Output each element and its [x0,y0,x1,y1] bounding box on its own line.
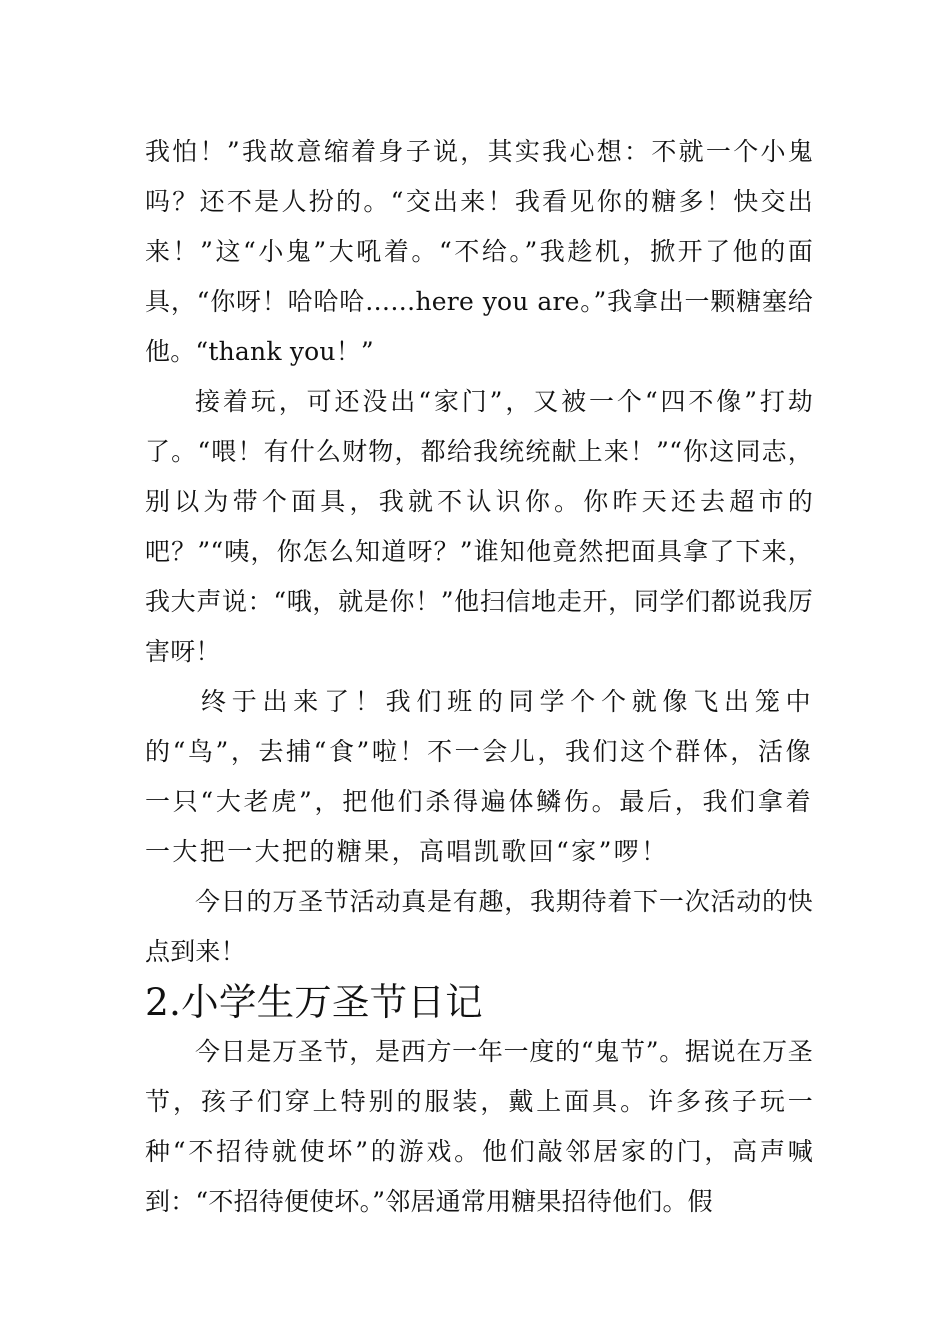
section-heading: 2.小学生万圣节日记 [145,980,483,1024]
paragraph-conclusion: 今日的万圣节活动真是有趣，我期待着下一次活动的快点到来！ [145,887,813,966]
paragraph-halloween-intro: 今日是万圣节，是西方一年一度的“鬼节”。据说在万圣节，孩子们穿上特别的服装，戴上面具。许多孩子玩一种“不招待就使坏”的游戏。他们敲邻居家的门，高声喊到：“不招待便使坏。”邻居通常用糖果招待他们。假 [145,1037,813,1216]
document-body [145,127,813,1227]
paragraph-continued: 我怕！”我故意缩着身子说，其实我心想：不就一个小鬼吗？还不是人扮的。“交出来！我看见你的糖多！快交出来！”这“小鬼”大吼着。“不给。”我趁机，掀开了他的面具，“你呀！哈哈哈……here you are。”我拿出一颗糖塞给他。“thank you！” [145,137,813,366]
paragraph-robbed: 接着玩，可还没出“家门”，又被一个“四不像”打劫了。“喂！有什么财物，都给我统统献上来！”“你这同志，别以为带个面具，我就不认识你。你昨天还去超市的吧？”“咦，你怎么知道呀？”谁知他竟然把面具拿了下来，我大声说：“哦，就是你！”他扫信地走开，同学们都说我厉害呀！ [145,387,813,666]
paragraph-finally-out: 终于出来了！我们班的同学个个就像飞出笼中的“鸟”，去捕“食”啦！不一会儿，我们这个群体，活像一只“大老虎”，把他们杀得遍体鳞伤。最后，我们拿着一大把一大把的糖果，高唱凯歌回“家”啰！ [145,687,813,866]
